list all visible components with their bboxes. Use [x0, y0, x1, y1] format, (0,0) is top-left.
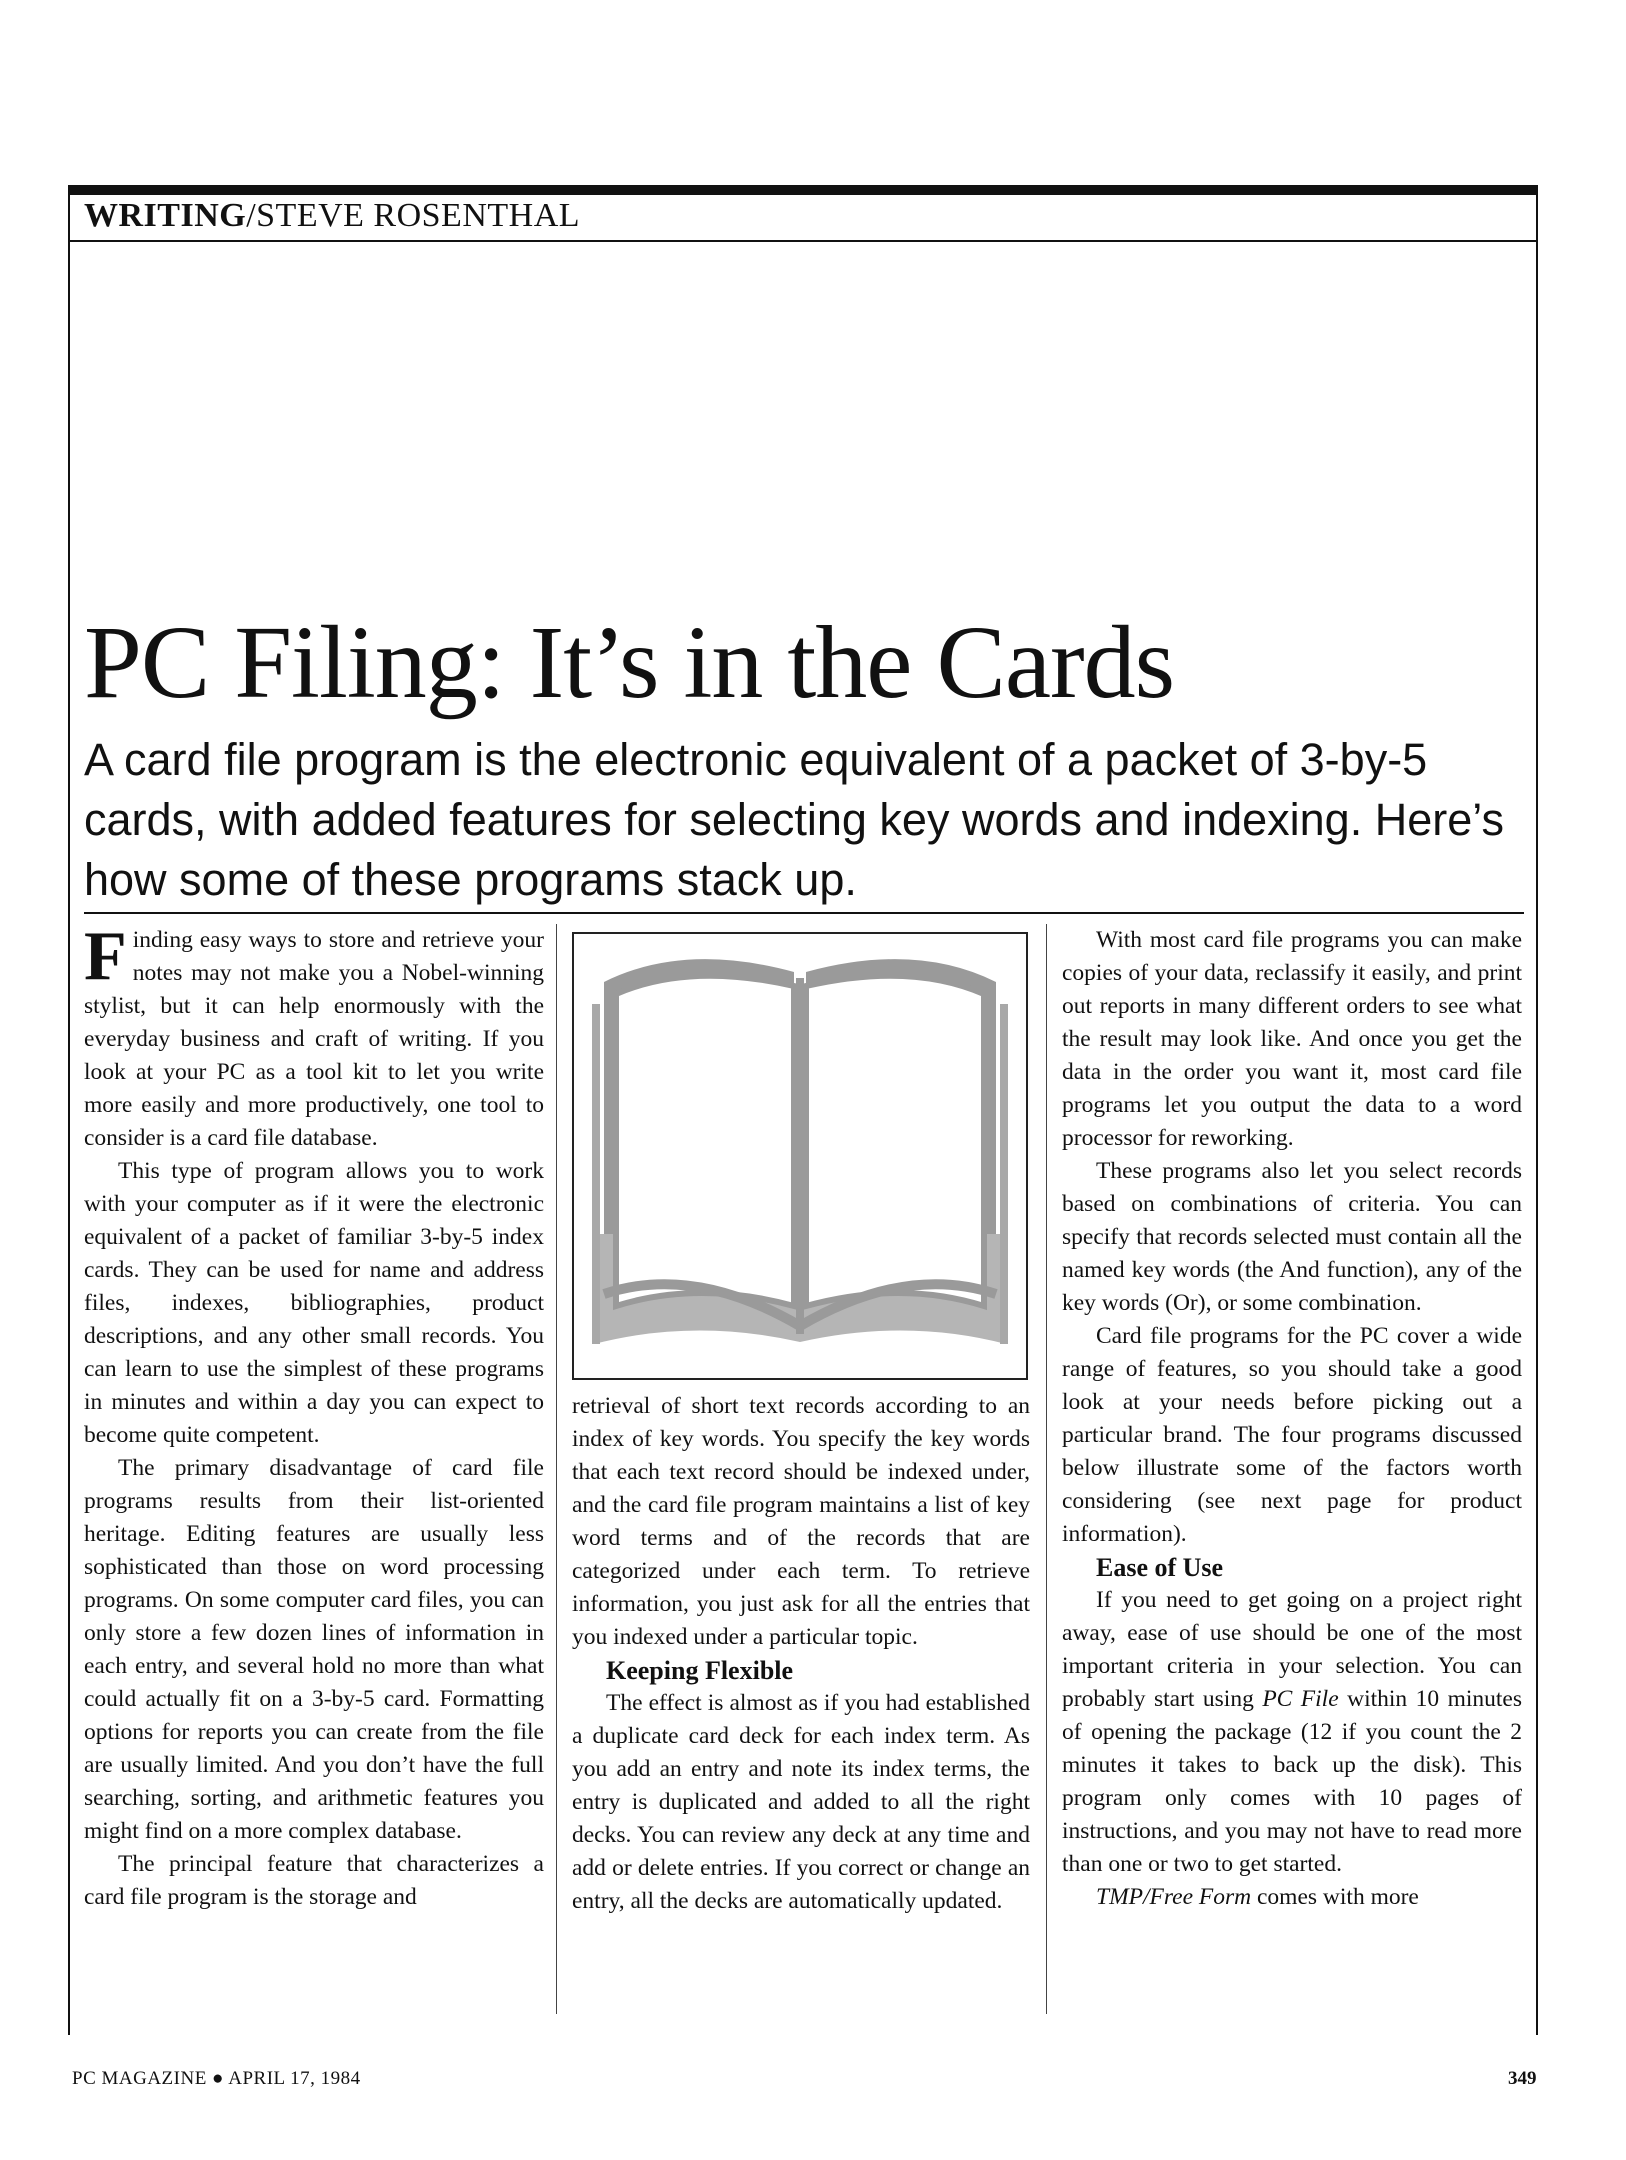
column-2 [572, 1390, 1030, 1918]
col1-paragraph-3: The primary disadvantage of card file programs results from their list-oriented heritage. Editing features are usually less sophisticated than those on word processing programs. On some computer card files, you can only store a few dozen lines of information in each entry, and several hold no more than what could actually fit on a 3-by-5 card. Formatting options for reports you can create from the file are usually limited. And you don’t have the full searching, sorting, and arithmetic features you might find on a more complex database. [84, 1455, 544, 1844]
column-divider-1 [556, 924, 557, 2014]
col2-paragraph-1: retrieval of short text records according to an index of key words. You specify the key words that each text record should be indexed under, and the card file program maintains a list of key word terms and of the records that are categorized under each term. To retrieve information, you just ask for all the entries that you indexed under a particular topic. [572, 1393, 1030, 1650]
col3-paragraph-1: With most card file programs you can make copies of your data, reclassify it easily, and print out reports in many different orders to see what the result may look like. And once you get the data in the order you want it, most card file programs let you output the data to a word processor for reworking. [1062, 927, 1522, 1151]
open-book-icon [574, 934, 1026, 1378]
col1-paragraph-2: This type of program allows you to work with your computer as if it were the electronic equivalent of a packet of familiar 3-by-5 index cards. They can be used for name and address files, indexes, bibliographies, product descriptions, and any other small records. You can learn to use the simplest of these programs in minutes and within a day you can expect to become quite competent. [84, 1158, 544, 1448]
page-number: 349 [1508, 2068, 1537, 2089]
column-1 [84, 918, 544, 1914]
deck-divider [84, 912, 1524, 914]
col3-paragraph-5: TMP/Free Form comes with more [1096, 1884, 1419, 1910]
program-name-tmp-free-form: TMP/Free Form [1096, 1884, 1252, 1910]
col2-paragraph-2: The effect is almost as if you had established a duplicate card deck for each index term. As you add an entry and note its index terms, the entry is duplicated and added to all the right decks. You can review any deck at any time and add or delete entries. If you correct or change an entry, all the decks are automatically updated. [572, 1690, 1030, 1914]
drop-cap: F [84, 918, 127, 995]
program-name-pc-file: PC File [1262, 1686, 1339, 1712]
col1-paragraph-4: The principal feature that characterizes a card file program is the storage and [84, 1851, 544, 1910]
subhead-ease-of-use: Ease of Use [1096, 1553, 1224, 1582]
article-deck: A card file program is the electronic equivalent of a packet of 3-by-5 cards, with added features for selecting key words and indexing. Here’s how some of these programs stack up. [84, 734, 1504, 905]
column-3 [1062, 924, 1522, 1914]
article-title: PC Filing: It’s in the Cards [84, 605, 1175, 720]
author-byline: /STEVE ROSENTHAL [246, 197, 581, 234]
col1-paragraph-1: Finding easy ways to store and retrieve your notes may not make you a Nobel-winning stylist, but it can help enormously with the everyday business and craft of writing. If you look at your PC as a tool kit to let you write more easily and more productively, one tool to consider is a card file database. [84, 918, 544, 1151]
department-label: WRITING [84, 197, 247, 234]
subhead-keeping-flexible: Keeping Flexible [606, 1656, 794, 1685]
col3-paragraph-4: If you need to get going on a project right away, ease of use should be one of the most important criteria in your selection. You can probably start using PC File within 10 minutes of opening the package (12 if you count the 2 minutes it takes to back up the disk). This program only comes with 10 pages of instructions, and you may not have to read more than one or two to get started. [1062, 1587, 1523, 1877]
col3-paragraph-3: Card file programs for the PC cover a wide range of features, so you should take a good look at your needs before picking out a particular brand. The four programs discussed below illustrate some of the factors worth considering (see next page for product information). [1062, 1323, 1522, 1547]
col3-paragraph-2: These programs also let you select records based on combinations of criteria. You can specify that records selected must contain all the named key words (the And function), any of the key words (Or), or some combination. [1062, 1158, 1522, 1316]
department-header [84, 197, 580, 235]
book-illustration [572, 932, 1028, 1380]
header-divider [68, 240, 1538, 242]
column-divider-2 [1046, 924, 1047, 2014]
footer-publication: PC MAGAZINE ● APRIL 17, 1984 [72, 2068, 361, 2089]
